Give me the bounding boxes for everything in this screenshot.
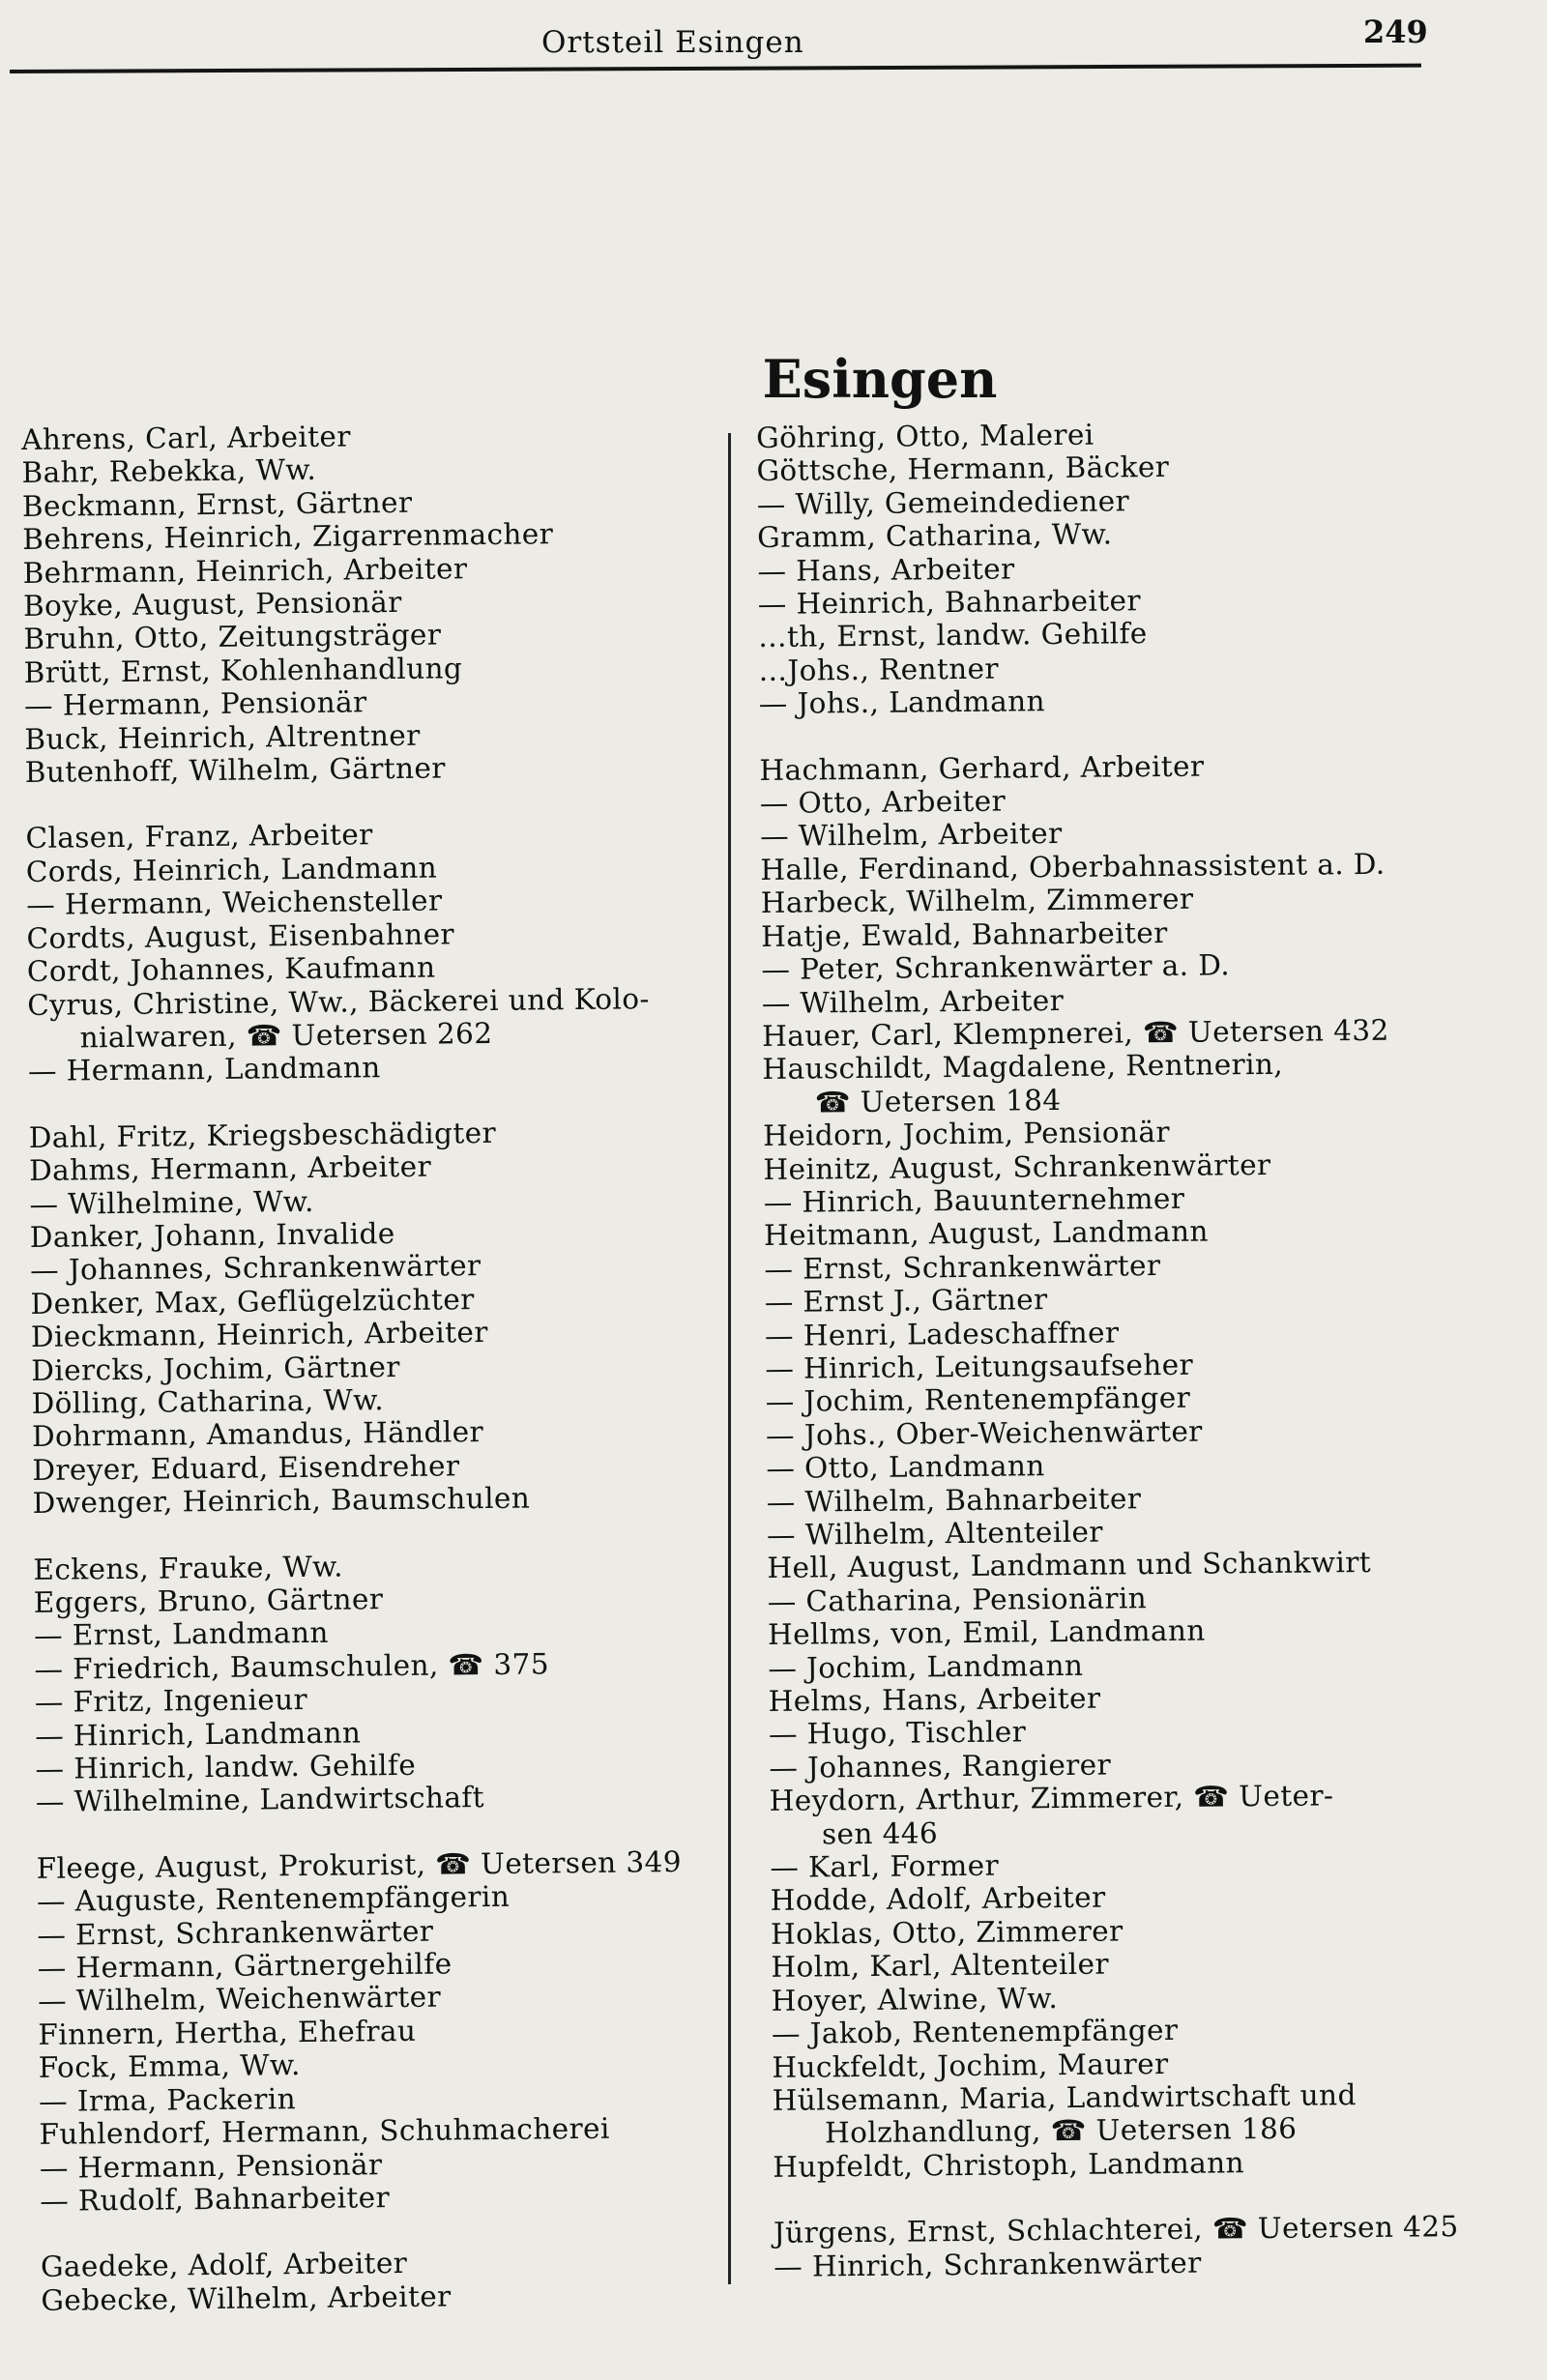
directory-entry [41,2277,751,2317]
entry-text: Denker, Max, Geflügelzüchter [30,1282,475,1321]
entry-text: Jürgens, Ernst, Schlachterei, ☎ Uetersen 425 [773,2210,1459,2250]
entry-text: Clasen, Franz, Arbeiter [25,818,373,856]
entry-text: Beckmann, Ernst, Gärtner [21,485,413,523]
entry-text: Göhring, Otto, Malerei [756,418,1095,454]
entry-text: Cyrus, Christine, Ww., Bäckerei und Kolo- [27,981,650,1022]
entry-text: Danker, Johann, Invalide [29,1216,395,1254]
entry-text: Diercks, Jochim, Gärtner [31,1350,400,1387]
entry-text: Hauer, Carl, Klempnerei, ☎ Uetersen 432 [761,1013,1389,1053]
entry-text: Hodde, Adolf, Arbeiter [770,1881,1106,1918]
entry-text: Hauschildt, Magdalene, Rentnerin, [762,1048,1284,1087]
directory-entry [33,1479,744,1520]
entry-text: Hellms, von, Emil, Landmann [767,1613,1206,1652]
header-rule [10,64,1421,73]
entry-text: Halle, Ferdinand, Oberbahnassistent a. D. [760,847,1386,886]
entry-text: Heinitz, August, Schrankenwärter [763,1147,1271,1186]
entry-text: Boyke, August, Pensionär [22,585,402,624]
entry-text: Holm, Karl, Altenteiler [771,1947,1110,1985]
entry-text: Bruhn, Otto, Zeitungsträger [23,618,442,656]
entry-text: Hoklas, Otto, Zimmerer [770,1914,1124,1951]
entry-text: Cordt, Johannes, Kaufmann [26,950,436,989]
entry-text: …th, Ernst, landw. Gehilfe [757,617,1148,654]
entry-text: Cords, Heinrich, Landmann [25,851,438,888]
entry-text: Dwenger, Heinrich, Baumschulen [32,1481,531,1521]
entry-text: — Jochim, Rentenempfänger [765,1381,1191,1419]
entry-text: Harbeck, Wilhelm, Zimmerer [760,882,1194,920]
directory-entry [762,1046,1527,1119]
entry-continuation: nialwaren, ☎ Uetersen 262 [79,1016,493,1055]
entry-text: Butenhoff, Wilhelm, Gärtner [24,751,446,790]
right-column [756,414,1537,2282]
entry-text: Behrens, Heinrich, Zigarrenmacher [22,517,554,557]
entry-text: — Wilhelm, Arbeiter [761,983,1065,1020]
entry-text: — Hinrich, Leitungsaufseher [765,1348,1194,1385]
entry-text: Gebecke, Wilhelm, Arbeiter [41,2279,452,2317]
entry-text: — Hermann, Pensionär [39,2147,383,2185]
entry-text: — Wilhelmine, Ww. [29,1184,314,1221]
entry-text: Heydorn, Arthur, Zimmerer, ☎ Ueter- [769,1779,1334,1818]
entry-text: Fock, Emma, Ww. [38,2048,302,2085]
entry-text: — Hans, Arbeiter [757,552,1015,588]
entry-text: — Willy, Gemeindediener [756,484,1130,521]
entry-text: Heidorn, Jochim, Pensionär [762,1116,1171,1153]
directory-entry [40,2177,750,2218]
entry-text: — Auguste, Rentenempfängerin [36,1880,511,1919]
entry-text: Brütt, Ernst, Kohlenhandlung [23,652,463,689]
entry-text: Hatje, Ewald, Bahnarbeiter [760,915,1168,953]
entry-text: — Wilhelm, Weichenwärter [37,1981,442,2018]
entry-text: — Irma, Packerin [38,2081,297,2118]
entry-text: — Ernst, Landmann [33,1616,329,1653]
entry-text: — Otto, Arbeiter [759,784,1007,821]
entry-continuation: ☎ Uetersen 184 [814,1083,1062,1119]
entry-text: Dieckmann, Heinrich, Arbeiter [30,1316,488,1354]
entry-text: Cordts, August, Eisenbahner [26,917,455,955]
directory-entry [28,1048,739,1088]
entry-text: — Johs., Ober-Weichenwärter [765,1414,1203,1452]
entry-text: Fleege, August, Prokurist, ☎ Uetersen 349 [36,1844,683,1885]
column-divider [728,433,731,2284]
entry-text: Fuhlendorf, Hermann, Schuhmacherei [39,2111,610,2151]
directory-entry [774,2243,1537,2283]
directory-entry [27,981,739,1056]
entry-text: — Hinrich, landw. Gehilfe [35,1748,417,1785]
entry-text: — Hermann, Gärtnergehilfe [37,1947,452,1985]
directory-entry [759,681,1523,721]
entry-text: — Hermann, Pensionär [23,685,367,723]
entry-text: — Wilhelmine, Landwirtschaft [35,1781,485,1819]
entry-text: — Jakob, Rentenempfänger [771,2013,1179,2051]
entry-text: — Ernst, Schrankenwärter [764,1248,1161,1286]
entry-text: — Wilhelm, Bahnarbeiter [766,1481,1142,1519]
entry-text: — Rudolf, Bahnarbeiter [40,2181,391,2218]
entry-text: — Hinrich, Schrankenwärter [774,2246,1202,2283]
entry-text: — Johs., Landmann [758,684,1046,721]
entry-text: — Hermann, Landmann [27,1051,381,1088]
left-column [21,416,751,2317]
entry-text: Eckens, Frauke, Ww. [33,1550,344,1586]
entry-text: Heitmann, August, Landmann [763,1214,1209,1253]
entry-text: Buck, Heinrich, Altrentner [24,718,421,756]
directory-entry [36,1779,746,1819]
entry-text: — Fritz, Ingenieur [34,1683,308,1720]
entry-text: — Ernst J., Gärtner [764,1283,1048,1320]
page-number: 249 [1363,14,1428,50]
entry-text: — Wilhelm, Altenteiler [766,1515,1103,1552]
entry-text: — Heinrich, Bahnarbeiter [757,584,1142,622]
entry-continuation: Holzhandlung, ☎ Uetersen 186 [824,2112,1298,2150]
entry-text: …Johs., Rentner [758,652,1000,687]
entry-text: — Catharina, Pensionärin [767,1581,1148,1618]
entry-text: Göttsche, Hermann, Bäcker [756,450,1170,488]
directory-entry [773,2143,1536,2184]
entry-text: Ahrens, Carl, Arbeiter [21,420,351,456]
entry-text: Dahms, Hermann, Arbeiter [28,1149,432,1188]
entry-text: — Wilhelm, Arbeiter [759,817,1063,854]
entry-text: — Hermann, Weichensteller [26,884,443,922]
running-head: Ortsteil Esingen [541,25,804,60]
entry-text: Helms, Hans, Arbeiter [768,1681,1101,1718]
entry-text: — Friedrich, Baumschulen, ☎ 375 [34,1647,550,1686]
entry-text: Eggers, Bruno, Gärtner [33,1582,384,1619]
entry-text: — Johannes, Rangierer [769,1748,1112,1785]
directory-entry [773,2076,1537,2150]
page-header [0,14,1547,62]
entry-text: Hoyer, Alwine, Ww. [771,1981,1059,2017]
entry-text: — Karl, Former [770,1848,1000,1884]
entry-text: Hell, August, Landmann und Schankwirt [767,1546,1372,1585]
entry-text: — Otto, Landmann [766,1449,1045,1486]
entry-text: Gaedeke, Adolf, Arbeiter [40,2247,408,2284]
entry-text: Behrmann, Heinrich, Arbeiter [22,551,468,590]
entry-text: — Johannes, Schrankenwärter [29,1249,482,1288]
directory-entry [770,1778,1534,1851]
section-title: Esingen [762,348,998,410]
entry-text: Hülsemann, Maria, Landwirtschaft und [772,2078,1357,2117]
entry-text: — Hugo, Tischler [768,1715,1027,1752]
entry-text: Huckfeldt, Jochim, Maurer [772,2046,1169,2084]
entry-text: — Hinrich, Landmann [35,1716,362,1753]
entry-text: Gramm, Catharina, Ww. [756,517,1113,555]
entry-text: Dölling, Catharina, Ww. [31,1383,385,1420]
entry-text: — Hinrich, Bauunternehmer [763,1181,1185,1219]
entry-text: Dohrmann, Amandus, Händler [31,1415,484,1454]
entry-text: Hupfeldt, Christoph, Landmann [773,2145,1245,2184]
entry-text: — Henri, Ladeschaffner [764,1316,1120,1352]
entry-text: Dahl, Fritz, Kriegsbeschädigter [28,1116,497,1154]
entry-text: Dreyer, Eduard, Eisendreher [32,1449,460,1487]
entry-text: — Jochim, Landmann [768,1648,1084,1685]
entry-text: Bahr, Rebekka, Ww. [21,453,317,490]
entry-continuation: sen 446 [821,1815,939,1851]
entry-text: Hachmann, Gerhard, Arbeiter [759,749,1205,787]
entry-text: Finnern, Hertha, Ehefrau [38,2014,417,2051]
directory-entry [25,748,736,789]
entry-text: — Ernst, Schrankenwärter [37,1914,434,1952]
entry-text: — Peter, Schrankenwärter a. D. [761,948,1231,987]
